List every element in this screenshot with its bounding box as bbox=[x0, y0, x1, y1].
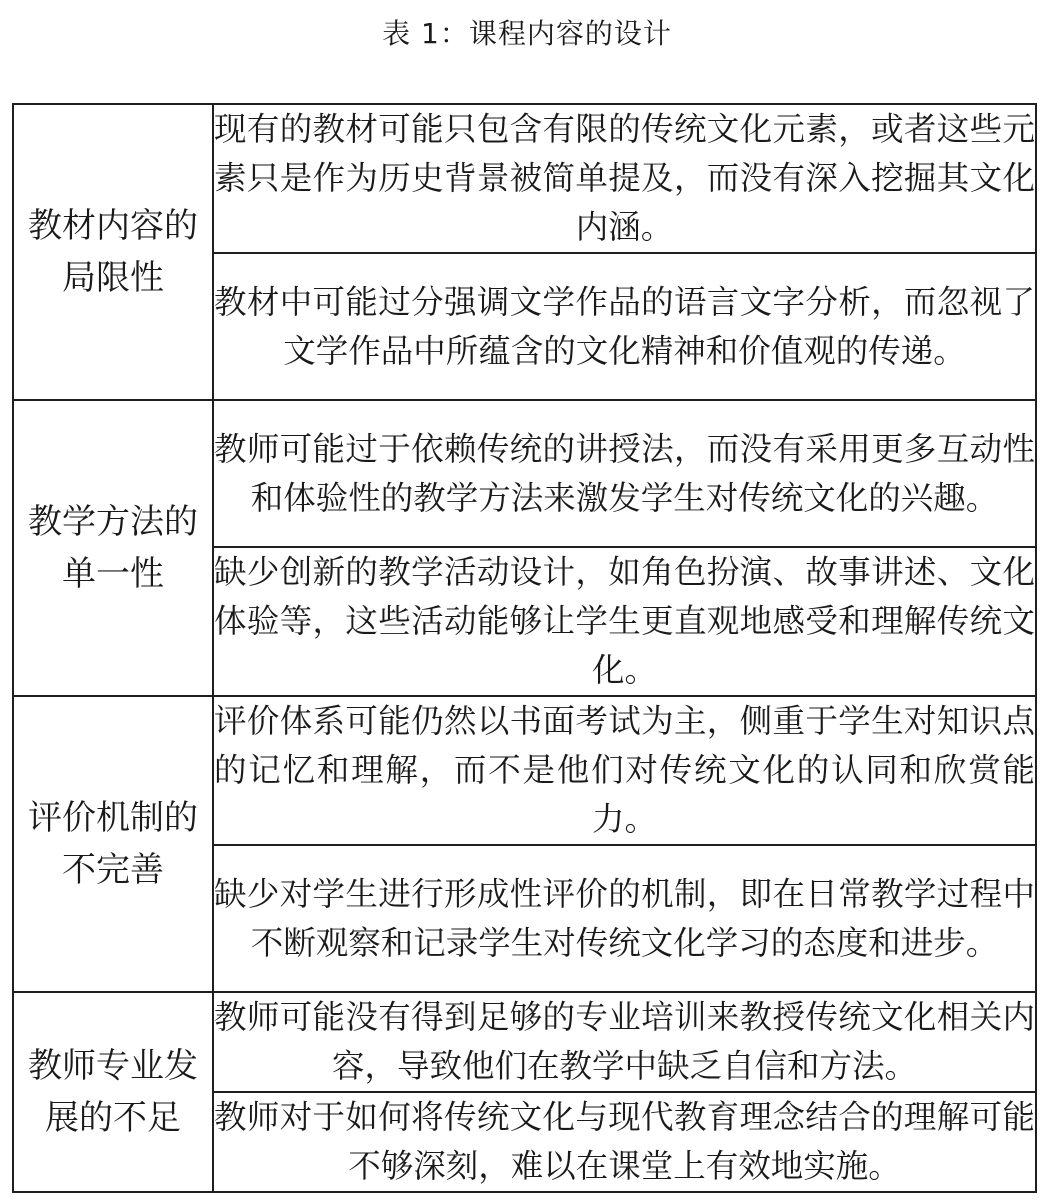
description-cell: 教师可能没有得到足够的专业培训来教授传统文化相关内容，导致他们在教学中缺乏自信和方法。 bbox=[213, 992, 1036, 1092]
category-cell-textbook: 教材内容的局限性 bbox=[13, 104, 213, 400]
description-cell: 缺少对学生进行形成性评价的机制，即在日常教学过程中不断观察和记录学生对传统文化学习的态度和进步。 bbox=[213, 845, 1036, 992]
description-cell: 教师可能过于依赖传统的讲授法，而没有采用更多互动性和体验性的教学方法来激发学生对传统文化的兴趣。 bbox=[213, 400, 1036, 547]
table-row bbox=[13, 104, 1036, 253]
table-row bbox=[13, 992, 1036, 1092]
category-cell-teaching-method: 教学方法的单一性 bbox=[13, 400, 213, 696]
course-content-table bbox=[12, 103, 1037, 1193]
table-row bbox=[13, 696, 1036, 845]
description-cell: 教师对于如何将传统文化与现代教育理念结合的理解可能不够深刻，难以在课堂上有效地实施。 bbox=[213, 1092, 1036, 1192]
description-cell: 现有的教材可能只包含有限的传统文化元素，或者这些元素只是作为历史背景被简单提及，而没有深入挖掘其文化内涵。 bbox=[213, 104, 1036, 253]
category-cell-teacher-development: 教师专业发展的不足 bbox=[13, 992, 213, 1192]
description-cell: 教材中可能过分强调文学作品的语言文字分析，而忽视了文学作品中所蕴含的文化精神和价值观的传递。 bbox=[213, 253, 1036, 400]
description-cell: 缺少创新的教学活动设计，如角色扮演、故事讲述、文化体验等，这些活动能够让学生更直观地感受和理解传统文化。 bbox=[213, 547, 1036, 696]
table-row bbox=[13, 400, 1036, 547]
category-cell-evaluation: 评价机制的不完善 bbox=[13, 696, 213, 992]
table-caption: 表 1：课程内容的设计 bbox=[382, 17, 672, 50]
description-cell: 评价体系可能仍然以书面考试为主，侧重于学生对知识点的记忆和理解，而不是他们对传统文化的认同和欣赏能力。 bbox=[213, 696, 1036, 845]
